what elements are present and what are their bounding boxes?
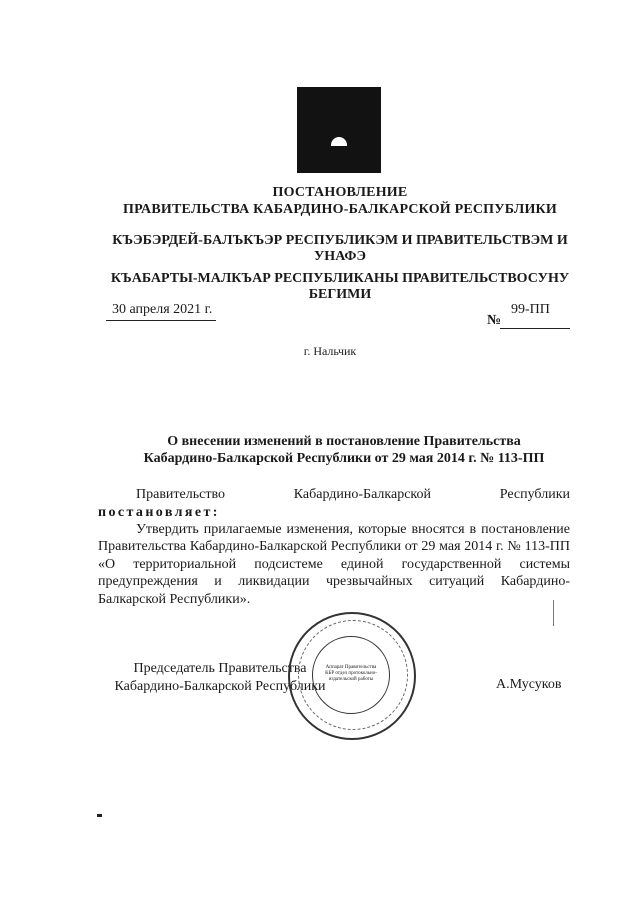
body-paragraph: Утвердить прилагаемые изменения, которые вносятся в постановление Правительства Кабардино-Балкарской Республики от 29 мая 2014 г. № 113-ПП «О территориальной подсистеме единой государственной системы предупреждения и ликвидации чрезвычайных ситуаций Кабардино-Балкарской Республики». <box>98 522 570 607</box>
document-date: 30 апреля 2021 г. <box>112 302 213 317</box>
date-underline <box>106 320 216 321</box>
signatory-position-line-1: Председатель Правительства <box>133 661 307 676</box>
kabardian-title <box>60 233 620 265</box>
preamble-word-3: Республики <box>499 487 570 502</box>
document-number: 99-ПП <box>511 302 550 317</box>
subject-line-2: Кабардино-Балкарской Республики от 29 мая 2014 г. № 113-ПП <box>143 451 545 466</box>
preamble <box>98 486 570 522</box>
preamble-line <box>98 486 570 504</box>
document-subject <box>60 433 628 467</box>
city: г. Нальчик <box>303 344 357 358</box>
preamble-word-1: Правительство <box>136 487 225 502</box>
number-sign: № <box>487 313 502 328</box>
official-stamp <box>288 612 416 740</box>
preamble-word-2: Кабардино-Балкарской <box>293 487 431 502</box>
number-underline <box>500 328 570 329</box>
subject-line-1: О внесении изменений в постановление Правительства <box>167 434 521 449</box>
kabardian-title-line-1: КЪЭБЭРДЕЙ-БАЛЪКЪЭР РЕСПУБЛИКЭМ И ПРАВИТЕЛЬСТВЭМ И <box>112 233 568 248</box>
title-line-1: ПОСТАНОВЛЕНИЕ <box>272 185 408 200</box>
signatory-position-line-2: Кабардино-Балкарской Республики <box>114 679 326 694</box>
title-line-2: ПРАВИТЕЛЬСТВА КАБАРДИНО-БАЛКАРСКОЙ РЕСПУБЛИКИ <box>122 202 558 217</box>
scan-speck <box>97 814 102 817</box>
signatory-name: А.Мусуков <box>496 677 562 692</box>
kabardian-title-line-2: УНАФЭ <box>314 249 366 264</box>
document-title <box>60 184 620 218</box>
margin-mark <box>553 600 554 626</box>
balkar-title-line-2: БЕГИМИ <box>308 287 372 302</box>
balkar-title-line-1: КЪАБАРТЫ-МАЛКЪАР РЕСПУБЛИКАНЫ ПРАВИТЕЛЬСТВОСУНУ <box>110 271 570 286</box>
emblem-icon <box>331 137 347 146</box>
stamp-inner-circle <box>312 636 390 714</box>
coat-of-arms-emblem <box>297 87 381 173</box>
balkar-title <box>60 271 620 303</box>
stamp-text: Аппарат Правительства КБР отдел протокольно-издательской работы <box>325 665 377 682</box>
postanovlyaet-label: постановляет: <box>98 505 220 520</box>
